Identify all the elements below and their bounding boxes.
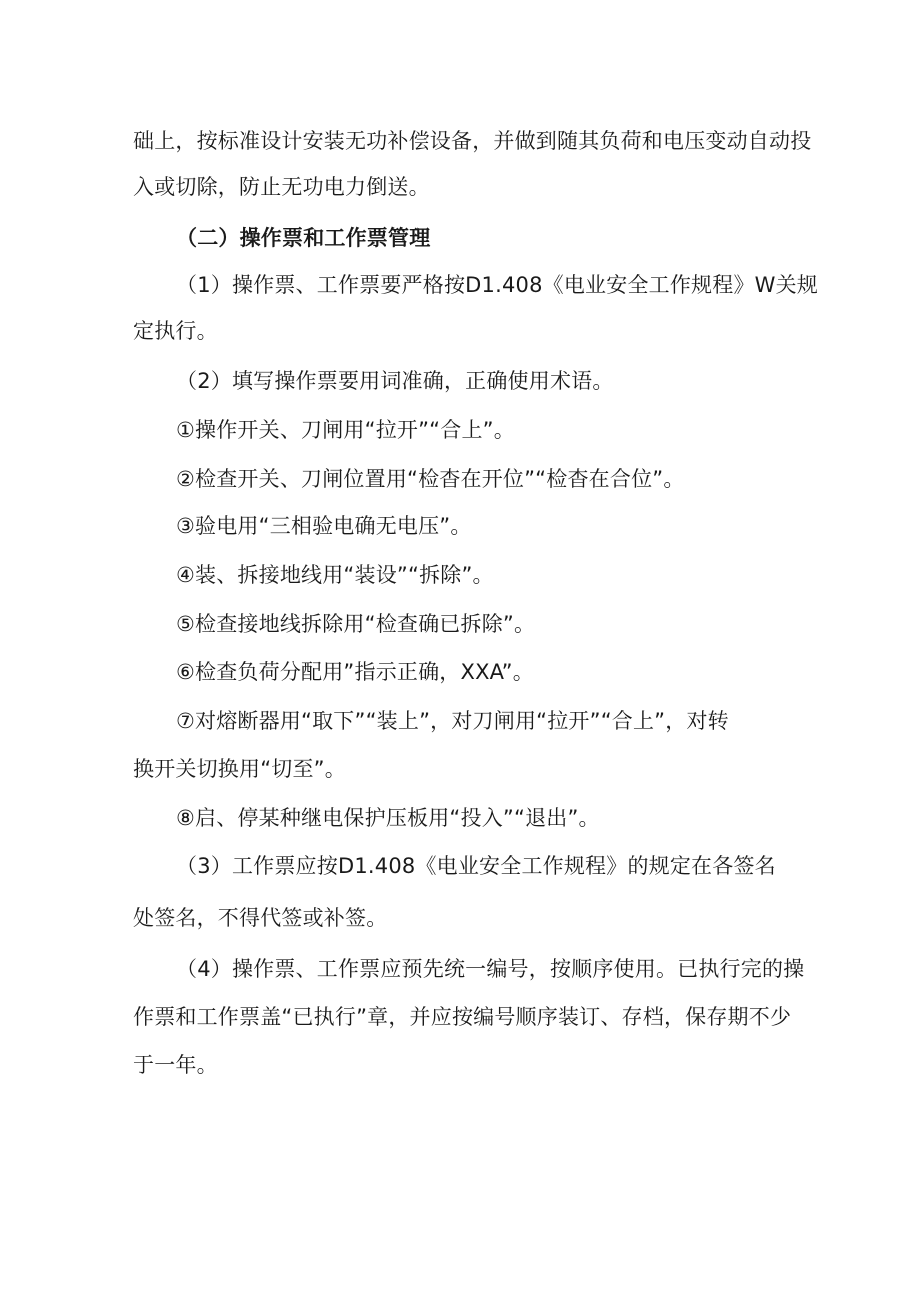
item-1-line-2: 定执行。 bbox=[133, 319, 218, 343]
term-7-line-1: ⑦对熔断器用“取下”“装上”，对刀闸用“拉开”“合上”，对转 bbox=[176, 709, 729, 733]
term-2: ②检查开关、刀闸位置用“检杳在开位”“检杳在合位”。 bbox=[176, 467, 685, 491]
term-5: ⑤检查接地线拆除用“检查确已拆除”。 bbox=[176, 612, 536, 636]
item-4-line-3: 于一年。 bbox=[133, 1053, 218, 1077]
term-6: ⑥检查负荷分配用”指示正确，XXA”。 bbox=[176, 660, 534, 684]
item-3-line-2: 处签名，不得代签或补签。 bbox=[133, 906, 388, 930]
item-2-line-1: （2）填写操作票要用词准确，正确使用术语。 bbox=[176, 369, 614, 393]
item-3-line-1: （3）工作票应按D1.408《电业安全工作规程》的规定在各签名 bbox=[176, 854, 776, 878]
item-4-line-1: （4）操作票、工作票应预先统一编号，按顺序使用。已执行完的操 bbox=[176, 957, 805, 981]
term-3: ③验电用“三相验电确无电压”。 bbox=[176, 514, 472, 538]
term-7-line-2: 换开关切换用“切至”。 bbox=[133, 757, 346, 781]
paragraph-continuation-line-2: 入或切除，防止无功电力倒送。 bbox=[133, 175, 430, 199]
paragraph-continuation-line-1: 础上，按标准设计安装无功补偿设备，并做到随其负荷和电压变动自动投 bbox=[133, 129, 812, 153]
term-8: ⑧启、停某种继电保护压板用“投入”“退出”。 bbox=[176, 806, 600, 830]
term-1: ①操作开关、刀闸用“拉开”“合上”。 bbox=[176, 418, 515, 442]
term-4: ④装、拆接地线用“装设”“拆除”。 bbox=[176, 563, 494, 587]
item-1-line-1: （1）操作票、工作票要严格按D1.408《电业安全工作规程》W关规 bbox=[176, 273, 819, 297]
section-heading: （二）操作票和工作票管理 bbox=[176, 226, 431, 250]
item-4-line-2: 作票和工作票盖“已执行”章，并应按编号顺序装订、存档，保存期不少 bbox=[133, 1005, 792, 1029]
